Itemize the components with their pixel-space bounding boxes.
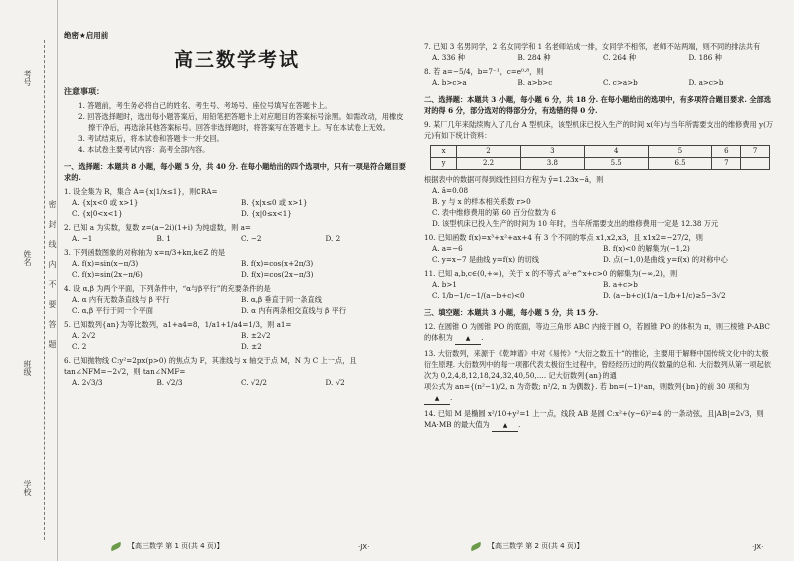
table-cell: 6.5 (648, 158, 712, 170)
question-stem: 11. 已知 a,b,c∈(0,+∞)，关于 x 的不等式 a²·e^x+c>0 的解集为(−∞,2)，则 (424, 269, 678, 278)
leaf-icon (110, 541, 123, 551)
table-cell: 3.8 (520, 158, 584, 170)
option: B. f(x)=cos(x+2π/3) (241, 259, 314, 268)
notice-item: 4. 本试卷主要考试内容：高考全部内容。 (78, 145, 210, 154)
option: A. 2√2 (72, 331, 96, 340)
question-stem: 5. 已知数列{an}为等比数列，a1+a4=8，1/a1+1/a4=1/3，则 a1= (64, 320, 292, 329)
option: A. α 内有无数条直线与 β 平行 (72, 295, 170, 304)
triangle-icon: ▲ (434, 395, 440, 402)
answer-blank[interactable] (424, 392, 450, 405)
notice-item: 2. 回答选择题时，选出每小题答案后，用铅笔把答题卡上对应题目的答案标号涂黑。如需改动，用橡皮擦干净后，再选涂其他答案标号。回答非选择题时，将答案写在答题卡上。写在本试卷上无效。 (78, 112, 404, 132)
section-2-heading: 二、选择题：本题共 3 小题，每小题 6 分，共 18 分. 在每小题给出的选项中，有多项符合题目要求. 全部选对的得 6 分，部分选对的得部分分，有选错的得 0 分. (424, 95, 771, 115)
question-stem: 10. 已知函数 f(x)=x³+x²+ax+4 有 3 个不同的零点 x1,x2,x3，且 x1x2=−27/2，则 (424, 233, 703, 242)
answer-blank[interactable] (492, 419, 518, 432)
notice-heading: 注意事项： (64, 86, 104, 96)
answer-blank[interactable] (455, 332, 481, 345)
question-stem: 项公式为 an={(n²−1)/2, n 为奇数; n²/2, n 为偶数}. 若 bn=(−1)ⁿan，则数列{bn}的前 30 项和为 (424, 382, 750, 391)
table-cell: 6 (712, 146, 741, 158)
option: C. 表中维修费用的第 60 百分位数为 6 (432, 208, 556, 217)
option: B. a>b>c (517, 78, 553, 87)
notice-item: 3. 考试结束后，将本试卷和答题卡一并交回。 (78, 134, 224, 143)
question-stem: 2. 已知 a 为实数，复数 z=(a−2i)(1+i) 为纯虚数，则 a= (64, 223, 251, 232)
option: B. α,β 垂直于同一条直线 (241, 295, 322, 304)
table-cell: 2.2 (457, 158, 521, 170)
option: B. a+c>b (603, 280, 638, 289)
option: C. −2 (241, 234, 262, 243)
question-9 (424, 119, 774, 229)
option: D. a>c>b (688, 78, 724, 87)
option: D. 186 种 (688, 53, 722, 62)
option: D. ±2 (241, 342, 262, 351)
table-cell: 3 (520, 146, 584, 158)
binding-margin (0, 0, 58, 561)
question-stem: 8. 若 a=−5/4，b=7⁻¹，c=e⁰·⁸，则 (424, 67, 544, 76)
option: D. 点(−1,0)是曲线 y=f(x) 的对称中心 (603, 255, 728, 264)
option: C. c>a>b (603, 78, 638, 87)
option: A. f(x)=sin(x−π/3) (72, 259, 139, 268)
page-number-right: 【高三数学 第 2 页(共 4 页)】 (488, 542, 584, 550)
table-cell: 5.5 (584, 158, 648, 170)
question-stem: 14. 已知 M 是椭圆 x²/10+y²=1 上一点，线段 AB 是圆 C:x²+(y−6)²=4 的一条动弦，且|AB|=2√3，则 MA·MB 的最大值为 (424, 409, 764, 429)
seal-dashed-line (44, 40, 45, 540)
option: A. â=0.08 (432, 186, 469, 195)
question-stem: 3. 下列函数图象的对称轴为 x=π/3+kπ,k∈Z 的是 (64, 248, 226, 257)
option: D. {x|0≤x<1} (241, 209, 292, 218)
option: B. y 与 x 的样本相关系数 r>0 (432, 197, 531, 206)
question-13: 13. 大衍数列，来源于《乾坤谱》中对《易传》“大衍之数五十”的推论，主要用于解释中国传统文化中的太极衍生原理. 大衍数列中的每一项都代表太极衍生过程中，曾经经历过的两仪数量的总和. 大衍数列从第一项起依次为 0,2,4,8,12,18,24,32,40,50,…. 记大衍数列{an}的通 项公式为 an={(n²−1)/2, n 为奇数; n²/2, n 为偶数}. 若 bn=(−1)ⁿan，则数列{bn}的前 30 项和为 ▲ . (424, 348, 774, 405)
question-2 (64, 222, 410, 244)
question-7 (424, 41, 774, 63)
table-cell: 7 (741, 146, 770, 158)
data-table (430, 145, 770, 170)
table-cell: 5 (648, 146, 712, 158)
option: A. {x|x<0 或 x>1} (72, 198, 139, 207)
question-14: 14. 已知 M 是椭圆 x²/10+y²=1 上一点，线段 AB 是圆 C:x²+(y−6)²=4 的一条动弦，且|AB|=2√3，则 MA·MB 的最大值为 ▲ . (424, 408, 774, 432)
class-label: 班级 (23, 360, 32, 376)
option: C. √2/2 (241, 378, 267, 387)
question-stem: 12. 在圆锥 O 为圆锥 PO 的底面，等边三角形 ABC 内接于圆 O，若圆锥 PO 的体积为 π，则三棱锥 P-ABC 的体积为 (424, 322, 770, 342)
option: D. f(x)=cos(2x−π/3) (241, 270, 314, 279)
option: B. 1 (156, 234, 171, 243)
secret-mark: 绝密★启用前 (64, 31, 109, 40)
footer-left (110, 541, 224, 551)
question-stem: 4. 设 α,β 为两个平面，下列条件中，“α与β平行”的充要条件的是 (64, 284, 271, 293)
option: B. √2/3 (156, 378, 183, 387)
table-row (431, 158, 770, 170)
option: D. α 内有两条相交直线与 β 平行 (241, 306, 347, 315)
option: C. 1/b−1/c−1/(a−b+c)<0 (432, 291, 525, 300)
option: B. {x|x≤0 或 x>1} (241, 198, 308, 207)
question-stem: 1. 设全集为 R，集合 A={x|1/x≤1}，则∁RA= (64, 187, 218, 196)
question-6 (64, 355, 410, 388)
option: C. {x|0<x<1} (72, 209, 123, 218)
table-row (431, 146, 770, 158)
option: A. b>c>a (432, 78, 467, 87)
question-stem: 7. 已知 3 名男同学，2 名女同学和 1 名老师站成一排，女同学不相邻，老师不站两端，则不同的排法共有 (424, 42, 761, 51)
question-1 (64, 186, 410, 219)
table-cell (741, 158, 770, 170)
option: A. b>1 (432, 280, 457, 289)
option: D. 该型机床已投入生产的时间为 10 年时，当年所需要支出的维修费用一定是 12.38 万元 (432, 219, 719, 228)
table-cell: y (431, 158, 457, 170)
section-3-heading: 三、填空题：本题共 3 小题，每小题 5 分，共 15 分. (424, 308, 599, 317)
exam-no-label: 考号 (23, 70, 32, 86)
question-3 (64, 247, 410, 280)
question-10 (424, 232, 774, 265)
option: D. √2 (325, 378, 345, 387)
section-1-heading: 一、选择题：本题共 8 小题，每小题 5 分，共 40 分. 在每小题给出的四个选项中，只有一项是符合题目要求的. (64, 162, 406, 182)
table-cell: 2 (457, 146, 521, 158)
question-4 (64, 283, 410, 316)
triangle-icon: ▲ (502, 422, 508, 429)
option: A. 336 种 (432, 53, 465, 62)
question-stem: 6. 已知抛物线 C:y²=2px(p>0) 的焦点为 F，其准线与 x 轴交于点 M，N 为 C 上一点，且 tan∠NFM=−2√2，则 tan∠NMF= (64, 356, 357, 376)
print-mark-left: ·JX· (358, 543, 370, 551)
option: C. α,β 平行于同一个平面 (72, 306, 153, 315)
option: D. (a−b+c)(1/a−1/b+1/c)≥5−3√2 (603, 291, 726, 300)
table-cell: 7 (712, 158, 741, 170)
name-label: 姓名 (23, 250, 32, 266)
table-cell: x (431, 146, 457, 158)
option: A. −1 (72, 234, 93, 243)
option: B. f(x)<0 的解集为(−1,2) (603, 244, 690, 253)
leaf-icon (470, 541, 483, 551)
option: B. ±2√2 (241, 331, 271, 340)
left-column (64, 30, 410, 388)
option: A. 2√3/3 (72, 378, 103, 387)
option: D. 2 (325, 234, 341, 243)
seal-line-text: 密封线内不要答题 (48, 200, 57, 360)
question-5 (64, 319, 410, 352)
footer-right (470, 541, 584, 551)
question-12: 12. 在圆锥 O 为圆锥 PO 的底面，等边三角形 ABC 内接于圆 O，若圆锥 PO 的体积为 π，则三棱锥 P-ABC 的体积为 ▲ . (424, 321, 774, 345)
school-label: 学校 (23, 480, 32, 496)
page-title: 高三数学考试 (173, 49, 300, 71)
right-column (424, 38, 774, 432)
option: A. a=−6 (432, 244, 463, 253)
option: C. y=x−7 是曲线 y=f(x) 的切线 (432, 255, 539, 264)
option: C. 264 种 (603, 53, 637, 62)
question-stem: 13. 大衍数列，来源于《乾坤谱》中对《易传》“大衍之数五十”的推论，主要用于解释中国传统文化中的太极衍生原理. 大衍数列中的每一项都代表太极衍生过程中，曾经经历过的两仪数量的总和. 大衍数列从第一项起依次为 0,2,4,8,12,18,24,32,40,50,…. 记大衍数列{an}的通 (424, 349, 771, 380)
option: C. f(x)=sin(2x−π/6) (72, 270, 143, 279)
notice-item: 1. 答题前，考生务必将自己的姓名、考生号、考场号、座位号填写在答题卡上。 (78, 101, 332, 110)
table-cell: 4 (584, 146, 648, 158)
question-text: 根据表中的数据可得到线性回归方程为 ŷ=1.23x−â，则 (424, 175, 604, 184)
option: C. 2 (72, 342, 87, 351)
page-number-left: 【高三数学 第 1 页(共 4 页)】 (128, 542, 224, 550)
question-stem: 9. 某厂几年来陆续购入了几台 A 型机床，该型机床已投入生产的时间 x(年)与当年所需要支出的维修费用 y(万元)有如下统计资料： (424, 120, 774, 140)
triangle-icon: ▲ (465, 335, 471, 342)
option: B. 284 种 (517, 53, 551, 62)
question-11 (424, 268, 774, 301)
print-mark-right: ·JX· (752, 543, 764, 551)
question-8 (424, 66, 774, 88)
